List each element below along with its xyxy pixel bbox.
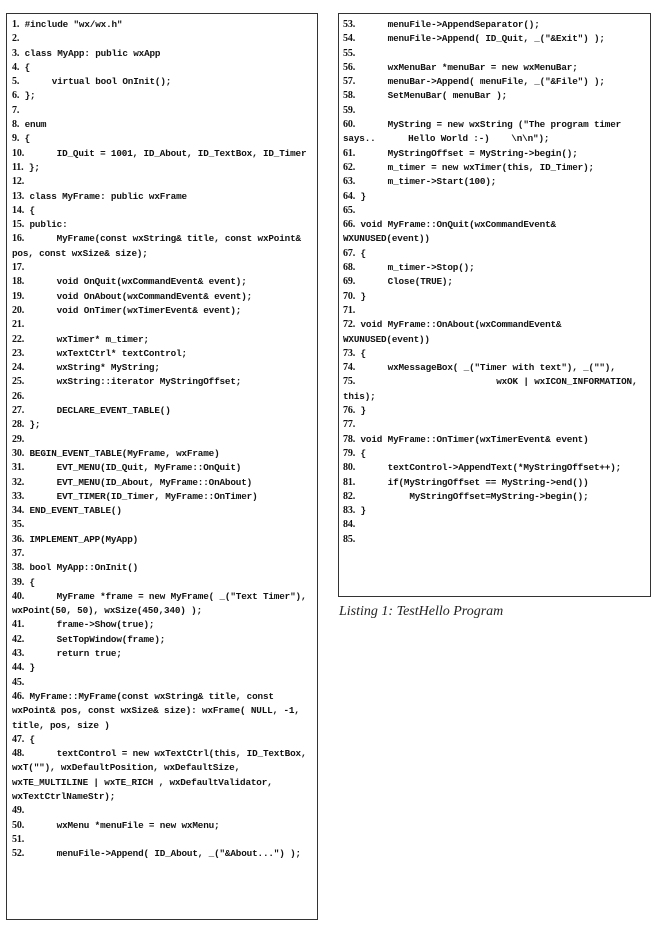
code-line bbox=[12, 347, 313, 361]
line-number: 43. bbox=[12, 648, 25, 660]
line-number: 8. bbox=[12, 119, 20, 131]
code-line bbox=[12, 390, 313, 404]
line-code: } bbox=[355, 290, 366, 302]
line-number: 67. bbox=[343, 247, 356, 259]
code-line bbox=[343, 104, 646, 118]
code-line bbox=[12, 47, 313, 61]
line-number: 49. bbox=[12, 805, 25, 817]
line-code: menuFile->Append( ID_Quit, _("&Exit") ); bbox=[355, 33, 605, 45]
code-line bbox=[343, 147, 646, 161]
line-code: virtual bool OnInit(); bbox=[19, 76, 172, 88]
code-line bbox=[343, 61, 646, 75]
code-line bbox=[12, 61, 313, 75]
code-line bbox=[343, 47, 646, 61]
line-number: 50. bbox=[12, 819, 25, 831]
line-number: 48. bbox=[12, 748, 25, 760]
code-line bbox=[12, 633, 313, 647]
code-line bbox=[12, 547, 313, 561]
line-number: 85. bbox=[343, 533, 356, 545]
code-line bbox=[343, 433, 646, 447]
line-code: public: bbox=[24, 219, 68, 231]
code-line bbox=[343, 418, 646, 432]
line-number: 41. bbox=[12, 619, 25, 631]
code-line bbox=[12, 404, 313, 418]
line-number: 68. bbox=[343, 262, 356, 274]
code-line bbox=[343, 204, 646, 218]
line-code: MyFrame(const wxString& title, const wxPoint& pos, const wxSize& size); bbox=[12, 233, 307, 259]
line-code: void OnQuit(wxCommandEvent& event); bbox=[24, 276, 247, 288]
line-number: 32. bbox=[12, 476, 25, 488]
code-line bbox=[12, 561, 313, 575]
line-number: 16. bbox=[12, 233, 25, 245]
line-number: 80. bbox=[343, 462, 356, 474]
code-line bbox=[12, 819, 313, 833]
code-line bbox=[343, 175, 646, 189]
code-line bbox=[12, 647, 313, 661]
line-number: 30. bbox=[12, 447, 25, 459]
line-number: 12. bbox=[12, 176, 25, 188]
code-line bbox=[12, 290, 313, 304]
line-code: wxTimer* m_timer; bbox=[24, 333, 149, 345]
line-code: SetTopWindow(frame); bbox=[24, 633, 166, 645]
line-number: 84. bbox=[343, 519, 356, 531]
line-code: wxString* MyString; bbox=[24, 362, 160, 374]
line-number: 29. bbox=[12, 433, 25, 445]
line-code: { bbox=[19, 133, 31, 145]
line-code: wxMessageBox( _("Timer with text"), _(""), bbox=[355, 362, 616, 374]
code-line bbox=[12, 333, 313, 347]
code-line bbox=[12, 476, 313, 490]
code-line bbox=[12, 18, 313, 32]
line-code: void OnAbout(wxCommandEvent& event); bbox=[24, 290, 253, 302]
code-line bbox=[12, 361, 313, 375]
code-line bbox=[12, 147, 313, 161]
line-number: 71. bbox=[343, 304, 356, 316]
code-line bbox=[343, 190, 646, 204]
line-number: 22. bbox=[12, 333, 25, 345]
code-line bbox=[12, 418, 313, 432]
line-code: }; bbox=[19, 90, 36, 102]
line-number: 63. bbox=[343, 176, 356, 188]
line-number: 56. bbox=[343, 61, 356, 73]
code-line bbox=[343, 318, 646, 347]
line-number: 60. bbox=[343, 119, 356, 131]
line-number: 81. bbox=[343, 476, 356, 488]
code-line bbox=[12, 518, 313, 532]
line-number: 51. bbox=[12, 833, 25, 845]
line-code: BEGIN_EVENT_TABLE(MyFrame, wxFrame) bbox=[24, 447, 220, 459]
code-line bbox=[343, 375, 646, 404]
line-number: 45. bbox=[12, 676, 25, 688]
code-line bbox=[12, 661, 313, 675]
line-code: textControl = new wxTextCtrl(this, ID_TextBox, wxT(""), wxDefaultPosition, wxDefaultSize, wxTE_MULTILINE | wxTE_RICH , wxDefaultValidator, wxTextCtrlNameStr); bbox=[12, 748, 312, 803]
code-line bbox=[12, 218, 313, 232]
line-code: #include "wx/wx.h" bbox=[19, 19, 123, 30]
line-code: wxMenu *menuFile = new wxMenu; bbox=[24, 819, 220, 831]
code-line bbox=[343, 361, 646, 375]
line-number: 44. bbox=[12, 662, 25, 674]
code-line bbox=[12, 32, 313, 46]
line-number: 4. bbox=[12, 61, 20, 73]
line-number: 82. bbox=[343, 490, 356, 502]
code-listing-left-column bbox=[6, 13, 318, 920]
code-line bbox=[12, 733, 313, 747]
code-line bbox=[343, 504, 646, 518]
code-line bbox=[12, 318, 313, 332]
line-number: 14. bbox=[12, 204, 25, 216]
code-line bbox=[12, 232, 313, 261]
code-line bbox=[12, 190, 313, 204]
line-number: 52. bbox=[12, 848, 25, 860]
line-code: EVT_MENU(ID_About, MyFrame::OnAbout) bbox=[24, 476, 253, 488]
line-number: 34. bbox=[12, 505, 25, 517]
line-code: { bbox=[355, 347, 366, 359]
line-number: 27. bbox=[12, 405, 25, 417]
code-line bbox=[343, 261, 646, 275]
line-number: 9. bbox=[12, 133, 20, 145]
line-number: 24. bbox=[12, 362, 25, 374]
line-code: { bbox=[355, 447, 366, 459]
line-code: EVT_TIMER(ID_Timer, MyFrame::OnTimer) bbox=[24, 490, 258, 502]
line-number: 42. bbox=[12, 633, 25, 645]
line-number: 28. bbox=[12, 419, 25, 431]
code-line bbox=[12, 504, 313, 518]
line-code: EVT_MENU(ID_Quit, MyFrame::OnQuit) bbox=[24, 462, 242, 474]
line-number: 54. bbox=[343, 33, 356, 45]
line-number: 72. bbox=[343, 319, 356, 331]
line-code: m_timer = new wxTimer(this, ID_Timer); bbox=[355, 161, 594, 173]
line-number: 57. bbox=[343, 76, 356, 88]
line-number: 11. bbox=[12, 161, 24, 173]
code-line bbox=[343, 447, 646, 461]
line-number: 25. bbox=[12, 376, 25, 388]
line-code: ID_Quit = 1001, ID_About, ID_TextBox, ID_Timer bbox=[24, 147, 307, 159]
code-line bbox=[343, 247, 646, 261]
line-number: 18. bbox=[12, 276, 25, 288]
line-number: 47. bbox=[12, 733, 25, 745]
line-number: 64. bbox=[343, 190, 356, 202]
line-code: MyFrame::MyFrame(const wxString& title, const wxPoint& pos, const wxSize& size): wxFrame( NULL, -1, title, pos, size ) bbox=[12, 690, 306, 731]
code-line bbox=[12, 461, 313, 475]
line-code: { bbox=[24, 576, 35, 588]
line-code: MyStringOffset = MyString->begin(); bbox=[355, 147, 578, 159]
line-number: 69. bbox=[343, 276, 356, 288]
code-line bbox=[343, 89, 646, 103]
line-code: class MyFrame: public wxFrame bbox=[24, 190, 187, 202]
line-number: 59. bbox=[343, 104, 356, 116]
line-code: END_EVENT_TABLE() bbox=[24, 505, 122, 517]
line-code: menuBar->Append( menuFile, _("&File") ); bbox=[355, 76, 605, 88]
line-number: 58. bbox=[343, 90, 356, 102]
line-code: wxString::iterator MyStringOffset; bbox=[24, 376, 242, 388]
line-code: textControl->AppendText(*MyStringOffset++); bbox=[355, 462, 622, 474]
line-code: m_timer->Stop(); bbox=[355, 262, 475, 274]
code-line bbox=[12, 304, 313, 318]
line-code: menuFile->Append( ID_About, _("&About...") ); bbox=[24, 848, 301, 860]
line-code: frame->Show(true); bbox=[24, 619, 155, 631]
line-code: { bbox=[24, 204, 35, 216]
code-line bbox=[12, 132, 313, 146]
code-line bbox=[12, 533, 313, 547]
line-number: 83. bbox=[343, 505, 356, 517]
line-number: 77. bbox=[343, 419, 356, 431]
code-line bbox=[343, 490, 646, 504]
line-code: MyString = new wxString ("The program timer says.. Hello World :-) \n\n"); bbox=[343, 119, 627, 145]
code-line bbox=[343, 218, 646, 247]
line-code: wxTextCtrl* textControl; bbox=[24, 347, 187, 359]
line-number: 21. bbox=[12, 319, 25, 331]
code-line bbox=[12, 204, 313, 218]
code-line bbox=[12, 375, 313, 389]
line-number: 19. bbox=[12, 290, 25, 302]
code-line bbox=[343, 304, 646, 318]
code-line bbox=[12, 261, 313, 275]
line-number: 20. bbox=[12, 304, 25, 316]
code-line bbox=[343, 18, 646, 32]
line-number: 39. bbox=[12, 576, 25, 588]
line-number: 5. bbox=[12, 76, 20, 88]
line-code: MyFrame *frame = new MyFrame( _("Text Timer"), wxPoint(50, 50), wxSize(450,340) ); bbox=[12, 590, 312, 617]
code-line bbox=[12, 590, 313, 619]
line-code: { bbox=[24, 733, 35, 745]
line-number: 38. bbox=[12, 562, 25, 574]
line-number: 26. bbox=[12, 390, 25, 402]
code-line bbox=[12, 89, 313, 103]
line-code: } bbox=[355, 190, 366, 202]
line-number: 65. bbox=[343, 204, 356, 216]
line-number: 74. bbox=[343, 362, 356, 374]
line-number: 53. bbox=[343, 19, 356, 30]
line-code: void MyFrame::OnQuit(wxCommandEvent& WXUNUSED(event)) bbox=[343, 219, 562, 245]
line-code: wxOK | wxICON_INFORMATION, this); bbox=[343, 376, 643, 402]
code-line bbox=[12, 576, 313, 590]
line-number: 15. bbox=[12, 219, 25, 231]
code-line bbox=[12, 618, 313, 632]
line-number: 23. bbox=[12, 347, 25, 359]
line-code: } bbox=[355, 505, 366, 517]
line-number: 13. bbox=[12, 190, 25, 202]
line-code: DECLARE_EVENT_TABLE() bbox=[24, 405, 171, 417]
line-code: }; bbox=[23, 161, 40, 173]
line-number: 17. bbox=[12, 262, 25, 274]
code-line bbox=[12, 447, 313, 461]
line-code: SetMenuBar( menuBar ); bbox=[355, 90, 508, 102]
line-number: 61. bbox=[343, 147, 356, 159]
line-code: class MyApp: public wxApp bbox=[19, 47, 161, 59]
line-code: return true; bbox=[24, 648, 122, 660]
code-line bbox=[343, 118, 646, 147]
line-number: 76. bbox=[343, 405, 356, 417]
line-number: 2. bbox=[12, 33, 20, 45]
code-line bbox=[12, 833, 313, 847]
line-number: 6. bbox=[12, 90, 20, 102]
code-line bbox=[12, 161, 313, 175]
code-line bbox=[12, 490, 313, 504]
code-line bbox=[12, 75, 313, 89]
line-number: 55. bbox=[343, 47, 356, 59]
code-line bbox=[343, 161, 646, 175]
line-code: m_timer->Start(100); bbox=[355, 176, 497, 188]
code-line bbox=[343, 290, 646, 304]
code-line bbox=[343, 476, 646, 490]
line-number: 7. bbox=[12, 104, 20, 116]
code-line bbox=[343, 347, 646, 361]
line-code: { bbox=[19, 61, 31, 73]
line-code: }; bbox=[24, 419, 41, 431]
line-number: 35. bbox=[12, 519, 25, 531]
line-code: void MyFrame::OnTimer(wxTimerEvent& event) bbox=[355, 433, 589, 445]
line-number: 75. bbox=[343, 376, 356, 388]
listing-caption: Listing 1: TestHello Program bbox=[339, 604, 504, 619]
code-line bbox=[12, 275, 313, 289]
line-code: { bbox=[355, 247, 366, 259]
code-line bbox=[12, 118, 313, 132]
line-code: wxMenuBar *menuBar = new wxMenuBar; bbox=[355, 61, 578, 73]
line-number: 79. bbox=[343, 447, 356, 459]
line-code: } bbox=[24, 662, 35, 674]
line-number: 36. bbox=[12, 533, 25, 545]
line-code: enum bbox=[19, 119, 47, 131]
line-number: 70. bbox=[343, 290, 356, 302]
line-number: 3. bbox=[12, 47, 20, 59]
code-line bbox=[12, 433, 313, 447]
line-code: MyStringOffset=MyString->begin(); bbox=[355, 490, 589, 502]
line-number: 78. bbox=[343, 433, 356, 445]
code-line bbox=[343, 518, 646, 532]
line-number: 37. bbox=[12, 547, 25, 559]
code-line bbox=[12, 804, 313, 818]
line-number: 66. bbox=[343, 219, 356, 231]
line-code: void MyFrame::OnAbout(wxCommandEvent& WXUNUSED(event)) bbox=[343, 319, 567, 345]
line-code: void OnTimer(wxTimerEvent& event); bbox=[24, 304, 242, 316]
code-line bbox=[12, 747, 313, 804]
line-code: } bbox=[355, 405, 366, 417]
line-number: 33. bbox=[12, 490, 25, 502]
code-line bbox=[343, 533, 646, 547]
code-line bbox=[12, 847, 313, 861]
code-line bbox=[12, 690, 313, 733]
line-number: 31. bbox=[12, 462, 25, 474]
line-number: 10. bbox=[12, 147, 25, 159]
line-code: Close(TRUE); bbox=[355, 276, 453, 288]
code-line bbox=[343, 461, 646, 475]
line-number: 73. bbox=[343, 347, 356, 359]
code-line bbox=[343, 275, 646, 289]
line-number: 1. bbox=[12, 19, 20, 30]
line-number: 62. bbox=[343, 161, 356, 173]
code-line bbox=[343, 32, 646, 46]
line-number: 46. bbox=[12, 690, 25, 702]
line-code: bool MyApp::OnInit() bbox=[24, 562, 139, 574]
code-line bbox=[12, 104, 313, 118]
code-line bbox=[343, 404, 646, 418]
code-line bbox=[12, 676, 313, 690]
code-listing-right-column bbox=[338, 13, 651, 597]
line-code: menuFile->AppendSeparator(); bbox=[355, 19, 540, 30]
line-code: IMPLEMENT_APP(MyApp) bbox=[24, 533, 139, 545]
line-code: if(MyStringOffset == MyString->end()) bbox=[355, 476, 589, 488]
code-line bbox=[343, 75, 646, 89]
code-line bbox=[12, 175, 313, 189]
line-number: 40. bbox=[12, 590, 25, 602]
